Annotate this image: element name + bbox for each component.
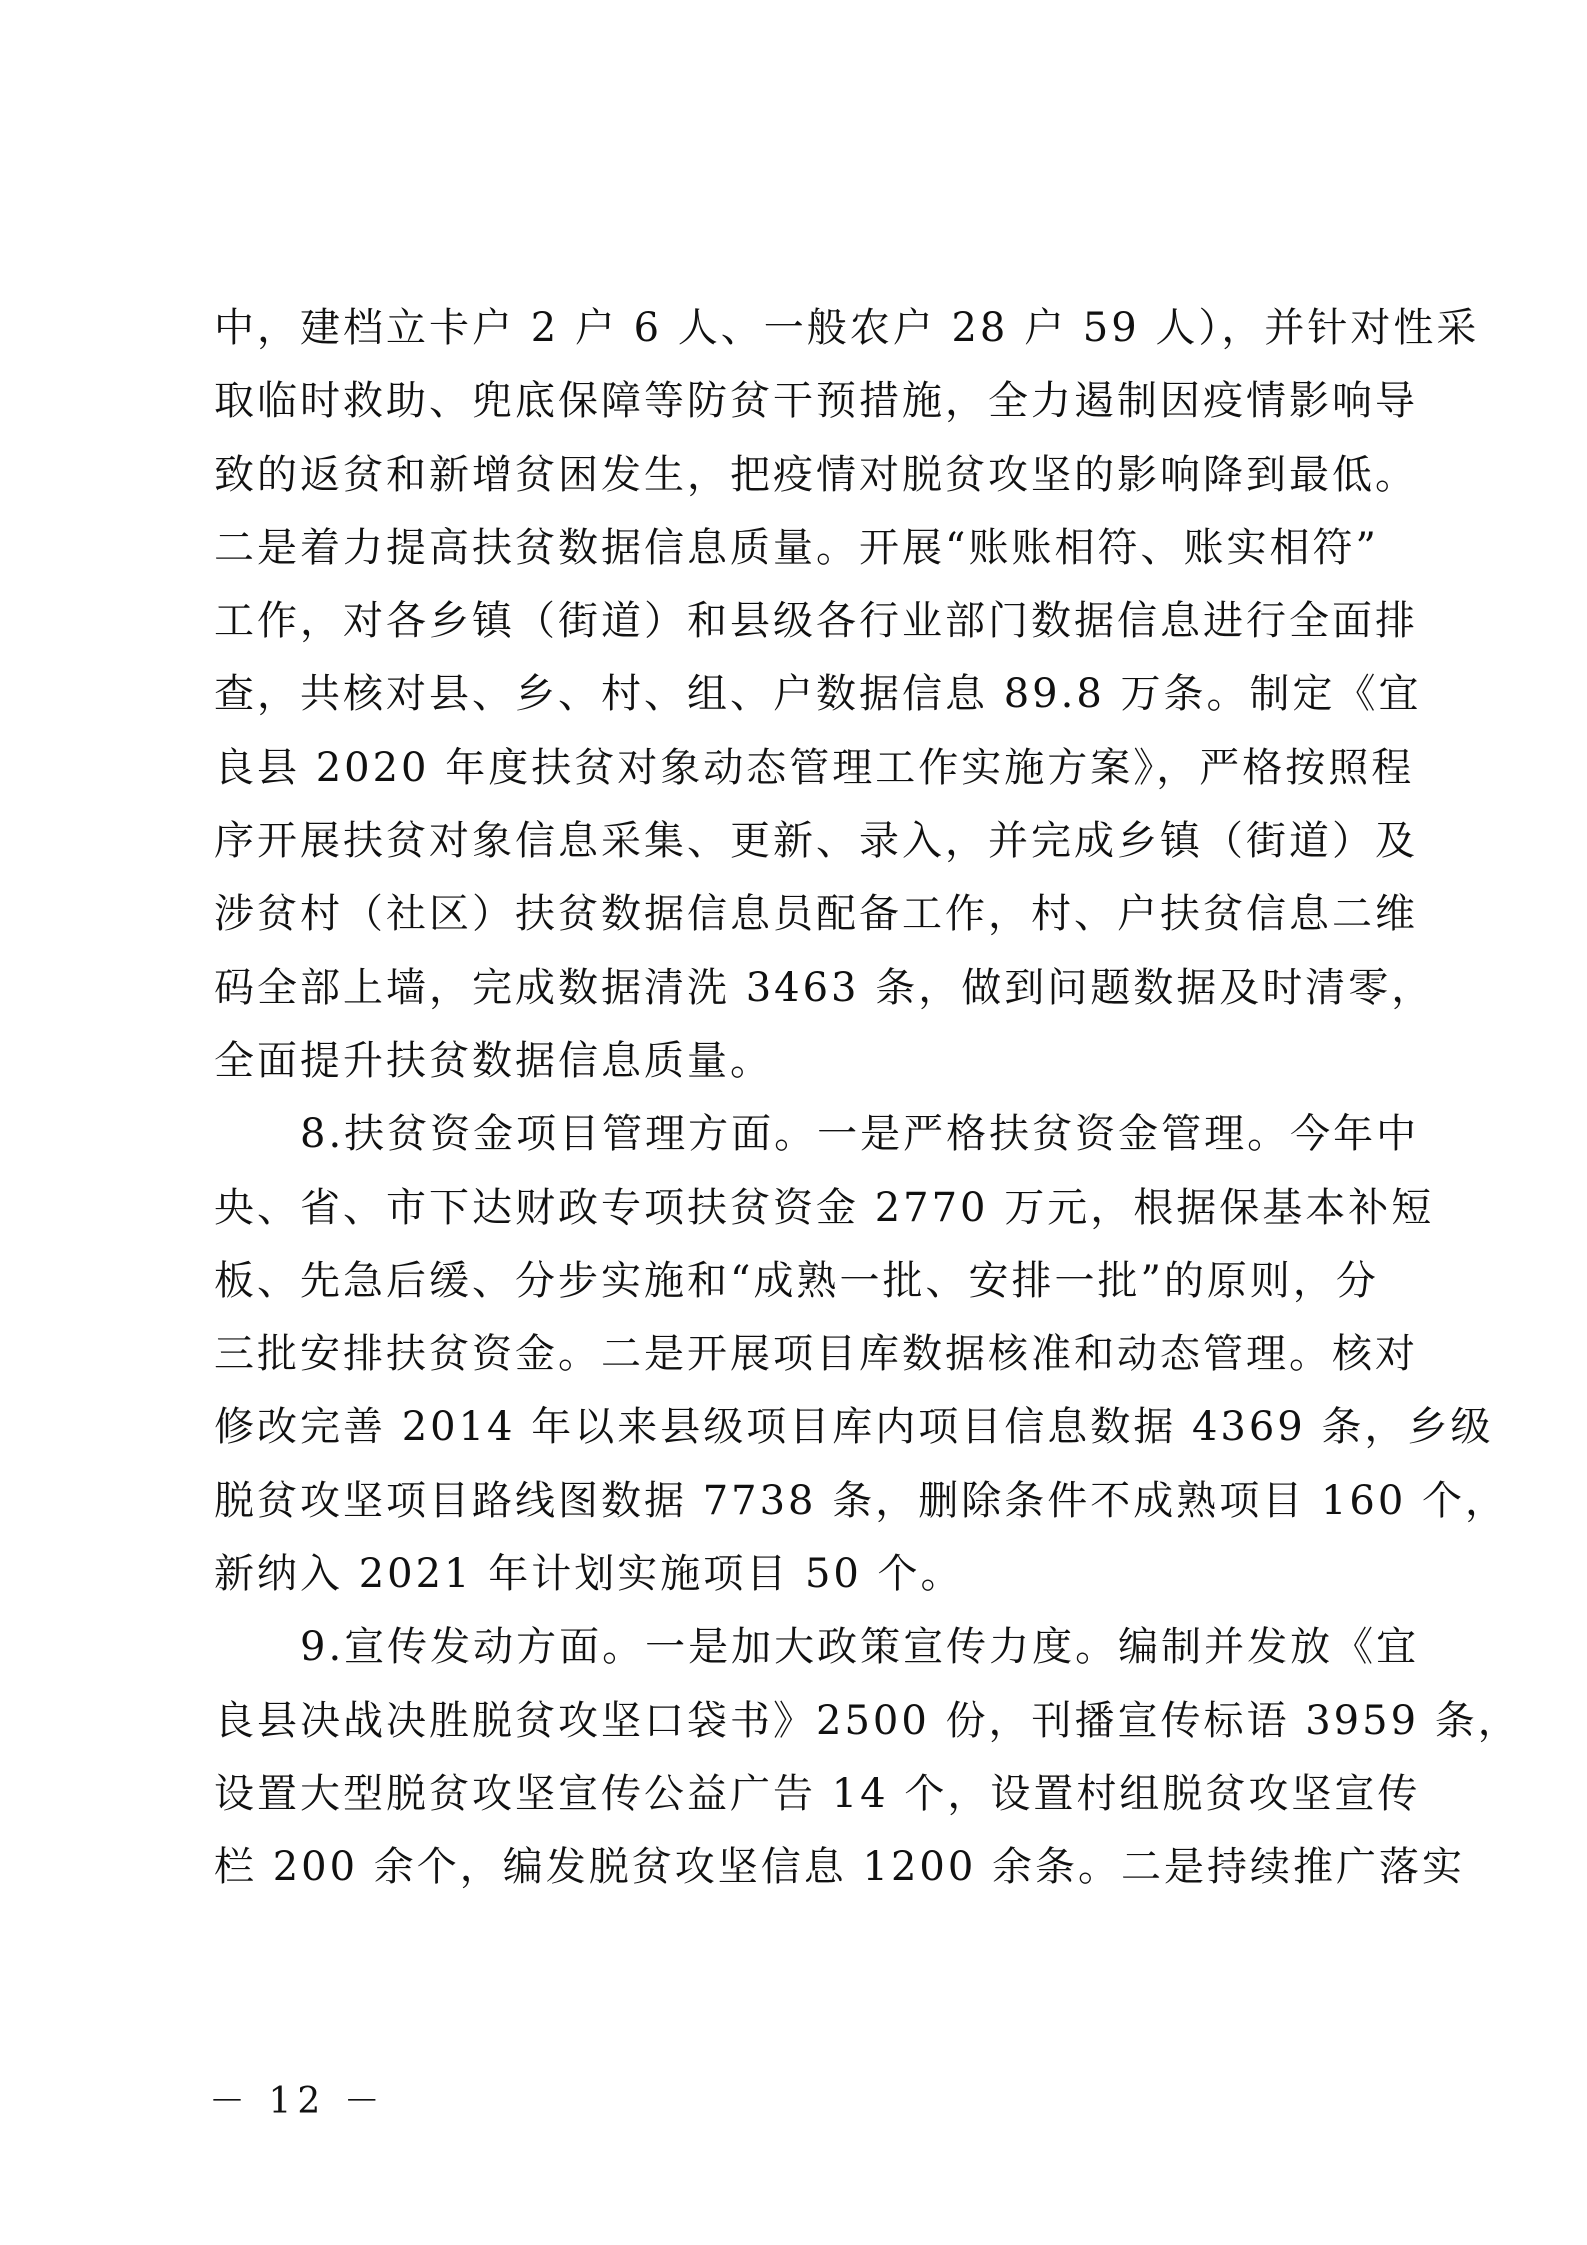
text-line: 脱贫攻坚项目路线图数据 7738 条，删除条件不成熟项目 160 个， [214,1477,1509,1524]
text-line: 全面提升扶贫数据信息质量。 [214,1037,773,1084]
text-line: 8.扶贫资金项目管理方面。一是严格扶贫资金管理。今年中 [214,1111,1420,1158]
text-line: 良县 2020 年度扶贫对象动态管理工作实施方案》，严格按照程 [214,744,1415,791]
text-line: 央、省、市下达财政专项扶贫资金 2770 万元，根据保基本补短 [214,1184,1435,1231]
text-line: 修改完善 2014 年以来县级项目库内项目信息数据 4369 条，乡级 [214,1404,1494,1451]
text-line: 工作，对各乡镇（街道）和县级各行业部门数据信息进行全面排 [214,598,1418,645]
text-line: 取临时救助、兜底保障等防贫干预措施，全力遏制因疫情影响导 [214,378,1418,425]
text-line: 查，共核对县、乡、村、组、户数据信息 89.8 万条。制定《宜 [214,671,1422,718]
text-line: 9.宣传发动方面。一是加大政策宣传力度。编制并发放《宜 [214,1624,1420,1671]
text-line: 码全部上墙，完成数据清洗 3463 条，做到问题数据及时清零， [214,964,1435,1011]
text-line: 致的返贫和新增贫困发生，把疫情对脱贫攻坚的影响降到最低。 [214,451,1418,498]
body-text [214,292,1521,1905]
page-number: － 12 － [209,2081,386,2122]
text-line: 良县决战决胜脱贫攻坚口袋书》2500 份，刊播宣传标语 3959 条， [214,1697,1521,1744]
text-line: 栏 200 余个，编发脱贫攻坚信息 1200 余条。二是持续推广落实 [214,1844,1466,1891]
text-line: 涉贫村（社区）扶贫数据信息员配备工作，村、户扶贫信息二维 [214,891,1418,938]
text-line: 新纳入 2021 年计划实施项目 50 个。 [214,1551,964,1598]
text-line: 设置大型脱贫攻坚宣传公益广告 14 个，设置村组脱贫攻坚宣传 [214,1770,1421,1817]
text-line: 二是着力提高扶贫数据信息质量。开展“账账相符、账实相符” [214,524,1379,571]
text-line: 序开展扶贫对象信息采集、更新、录入，并完成乡镇（街道）及 [214,818,1418,865]
text-line: 三批安排扶贫资金。二是开展项目库数据核准和动态管理。核对 [214,1331,1418,1378]
text-line: 中，建档立卡户 2 户 6 人、一般农户 28 户 59 人），并针对性采 [214,305,1480,351]
text-line: 板、先急后缓、分步实施和“成熟一批、安排一批”的原则，分 [214,1257,1379,1304]
